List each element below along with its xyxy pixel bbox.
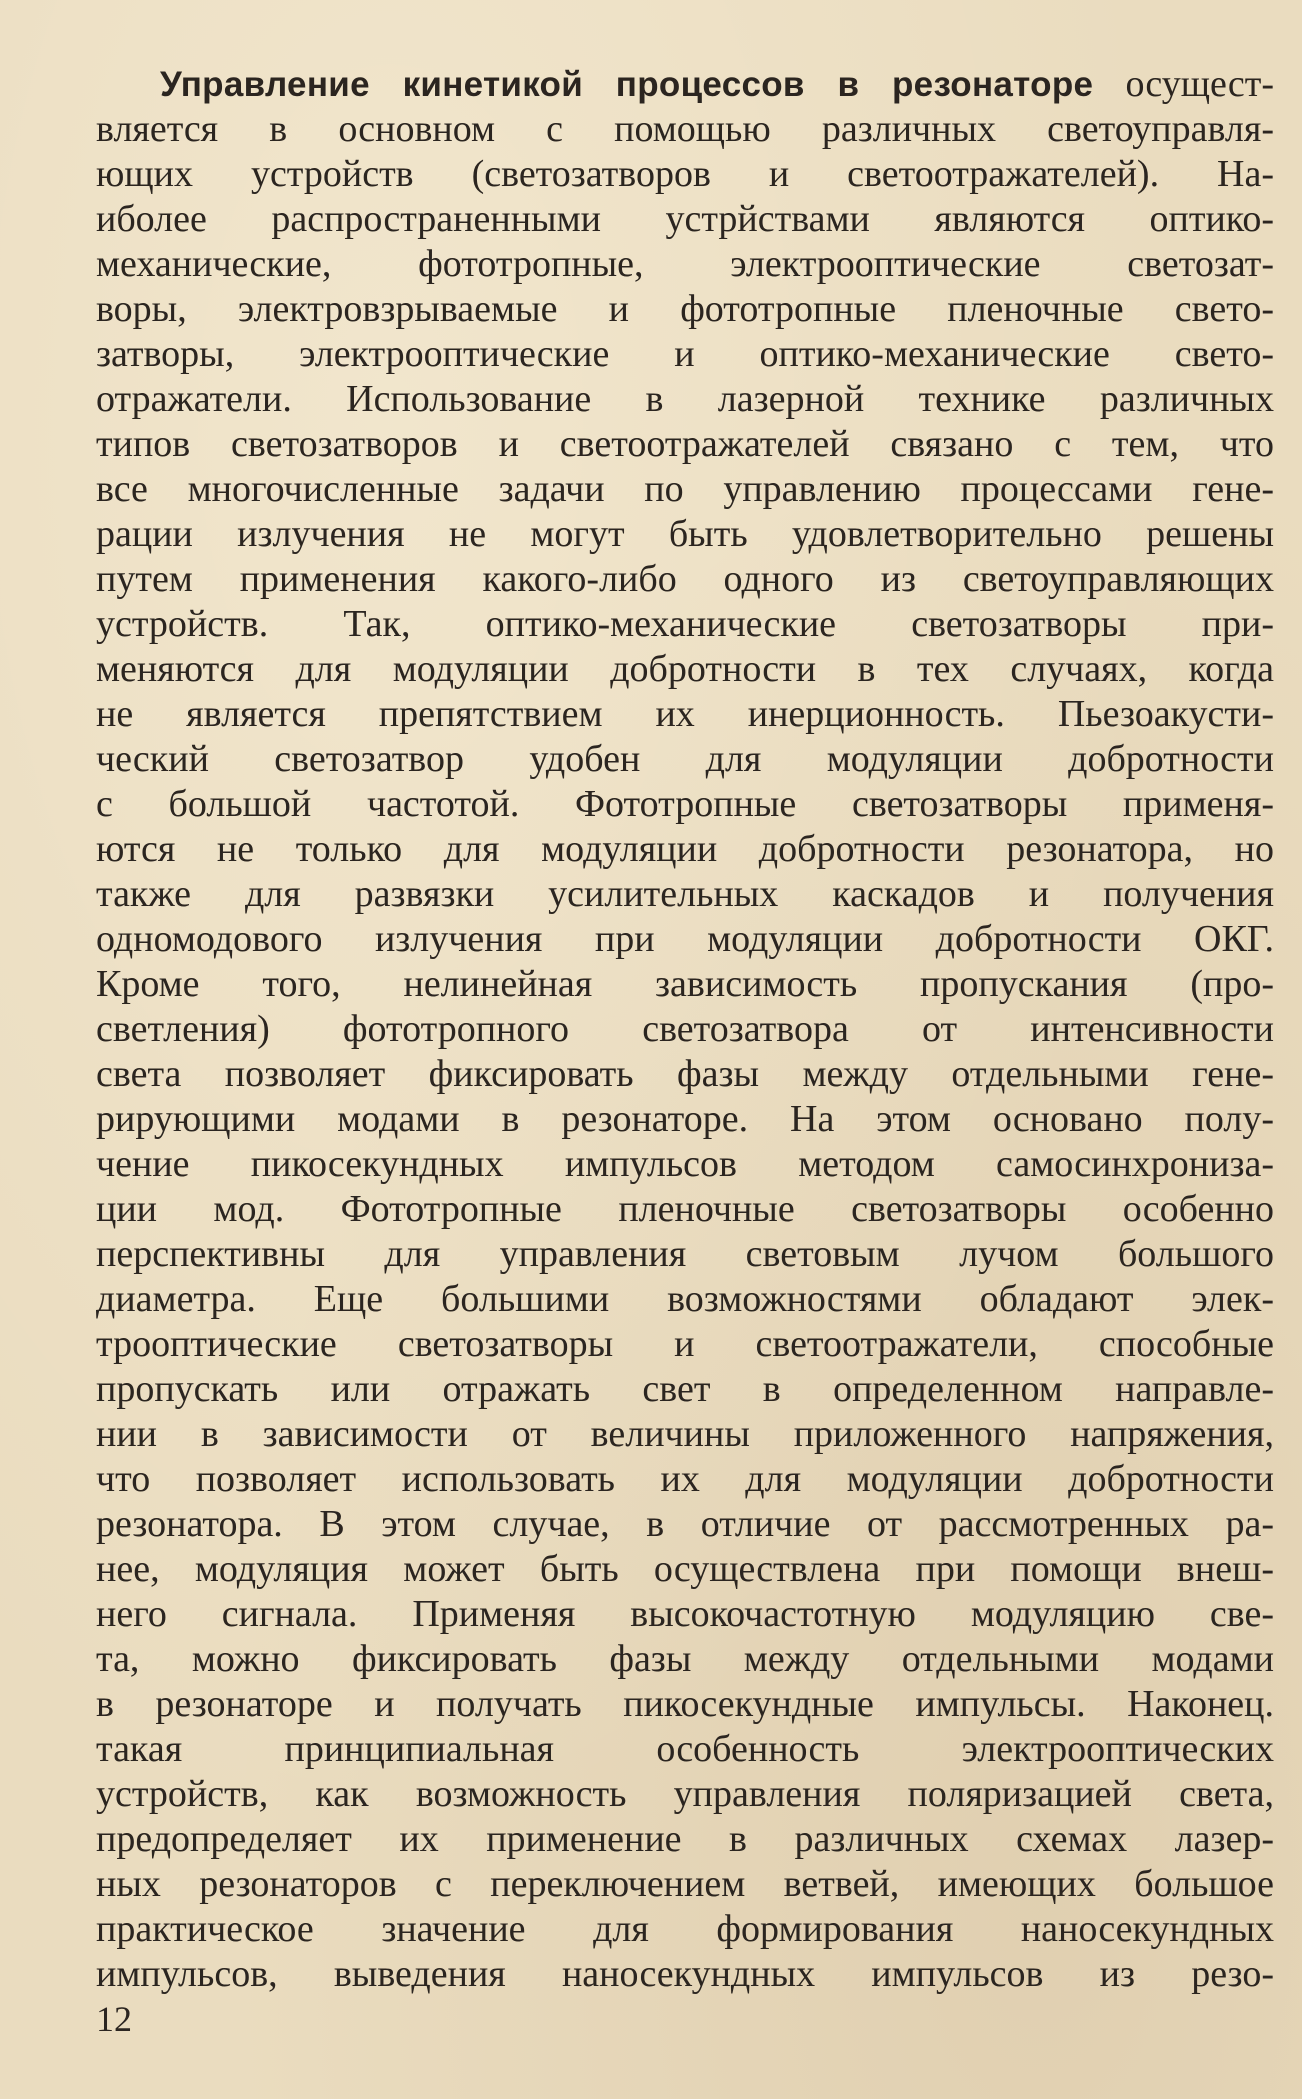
text-line: устройств, как возможность управления поляризацией света, bbox=[96, 1773, 1274, 1815]
text-line: предопределяет их применение в различных схемах лазер- bbox=[96, 1818, 1274, 1860]
text-line: рации излучения не могут быть удовлетворительно решены bbox=[96, 513, 1274, 555]
text-line: нии в зависимости от величины приложенного напряжения, bbox=[96, 1413, 1274, 1455]
text-line: одномодового излучения при модуляции добротности ОКГ. bbox=[96, 918, 1274, 960]
text-line: ческий светозатвор удобен для модуляции добротности bbox=[96, 738, 1274, 780]
text-line: не является препятствием их инерционность. Пьезоакусти- bbox=[96, 693, 1274, 735]
text-line: что позволяет использовать их для модуляции добротности bbox=[96, 1458, 1274, 1500]
text-line: типов светозатворов и светоотражателей связано с тем, что bbox=[96, 423, 1274, 465]
text-line: ются не только для модуляции добротности резонатора, но bbox=[96, 828, 1274, 870]
text-line: импульсов, выведения наносекундных импульсов из резо- bbox=[96, 1953, 1274, 1995]
page-number: 12 bbox=[96, 1999, 132, 2039]
text-line: трооптические светозатворы и светоотражатели, способные bbox=[96, 1323, 1274, 1365]
text-line bbox=[96, 62, 1274, 107]
text-line: практическое значение для формирования наносекундных bbox=[96, 1908, 1274, 1950]
text-line: него сигнала. Применяя высокочастотную модуляцию све- bbox=[96, 1593, 1274, 1635]
text-line: воры, электровзрываемые и фототропные пленочные свето- bbox=[96, 288, 1274, 330]
text-line: пропускать или отражать свет в определенном направле- bbox=[96, 1368, 1274, 1410]
text-line: ных резонаторов с переключением ветвей, имеющих большое bbox=[96, 1863, 1274, 1905]
text-line: иболее распространенными устрйствами являются оптико- bbox=[96, 198, 1274, 240]
text-line: рирующими модами в резонаторе. На этом основано полу- bbox=[96, 1098, 1274, 1140]
text-line: перспективны для управления световым лучом большого bbox=[96, 1233, 1274, 1275]
text-line: резонатора. В этом случае, в отличие от рассмотренных ра- bbox=[96, 1503, 1274, 1545]
text-line: также для развязки усилительных каскадов и получения bbox=[96, 873, 1274, 915]
text-line: в резонаторе и получать пикосекундные импульсы. Наконец. bbox=[96, 1683, 1274, 1725]
text-line: отражатели. Использование в лазерной технике различных bbox=[96, 378, 1274, 420]
text-line: путем применения какого-либо одного из светоуправляющих bbox=[96, 558, 1274, 600]
text-line: чение пикосекундных импульсов методом самосинхрониза- bbox=[96, 1143, 1274, 1185]
text-line: механические, фототропные, электрооптические светозат- bbox=[96, 243, 1274, 285]
text-line: вляется в основном с помощью различных светоуправля- bbox=[96, 108, 1274, 150]
text-line: ции мод. Фототропные пленочные светозатворы особенно bbox=[96, 1188, 1274, 1230]
lead-phrase: Управление кинетикой процессов в резонаторе bbox=[160, 65, 1094, 104]
text-line: устройств. Так, оптико-механические светозатворы при- bbox=[96, 603, 1274, 645]
text-line: с большой частотой. Фототропные светозатворы применя- bbox=[96, 783, 1274, 825]
text-line: диаметра. Еще большими возможностями обладают элек- bbox=[96, 1278, 1274, 1320]
text-line: света позволяет фиксировать фазы между отдельными гене- bbox=[96, 1053, 1274, 1095]
text-line: ющих устройств (светозатворов и светоотражателей). На- bbox=[96, 153, 1274, 195]
text-line: такая принципиальная особенность электрооптических bbox=[96, 1728, 1274, 1770]
text-line: светления) фототропного светозатвора от интенсивности bbox=[96, 1008, 1274, 1050]
body-text bbox=[96, 62, 1274, 1997]
text-line: затворы, электрооптические и оптико-механические свето- bbox=[96, 333, 1274, 375]
text-line: все многочисленные задачи по управлению процессами гене- bbox=[96, 468, 1274, 510]
text-line-content: осущест- bbox=[1093, 63, 1274, 105]
text-line: меняются для модуляции добротности в тех случаях, когда bbox=[96, 648, 1274, 690]
text-line: та, можно фиксировать фазы между отдельными модами bbox=[96, 1638, 1274, 1680]
text-line: Кроме того, нелинейная зависимость пропускания (про- bbox=[96, 963, 1274, 1005]
text-line: нее, модуляция может быть осуществлена при помощи внеш- bbox=[96, 1548, 1274, 1590]
